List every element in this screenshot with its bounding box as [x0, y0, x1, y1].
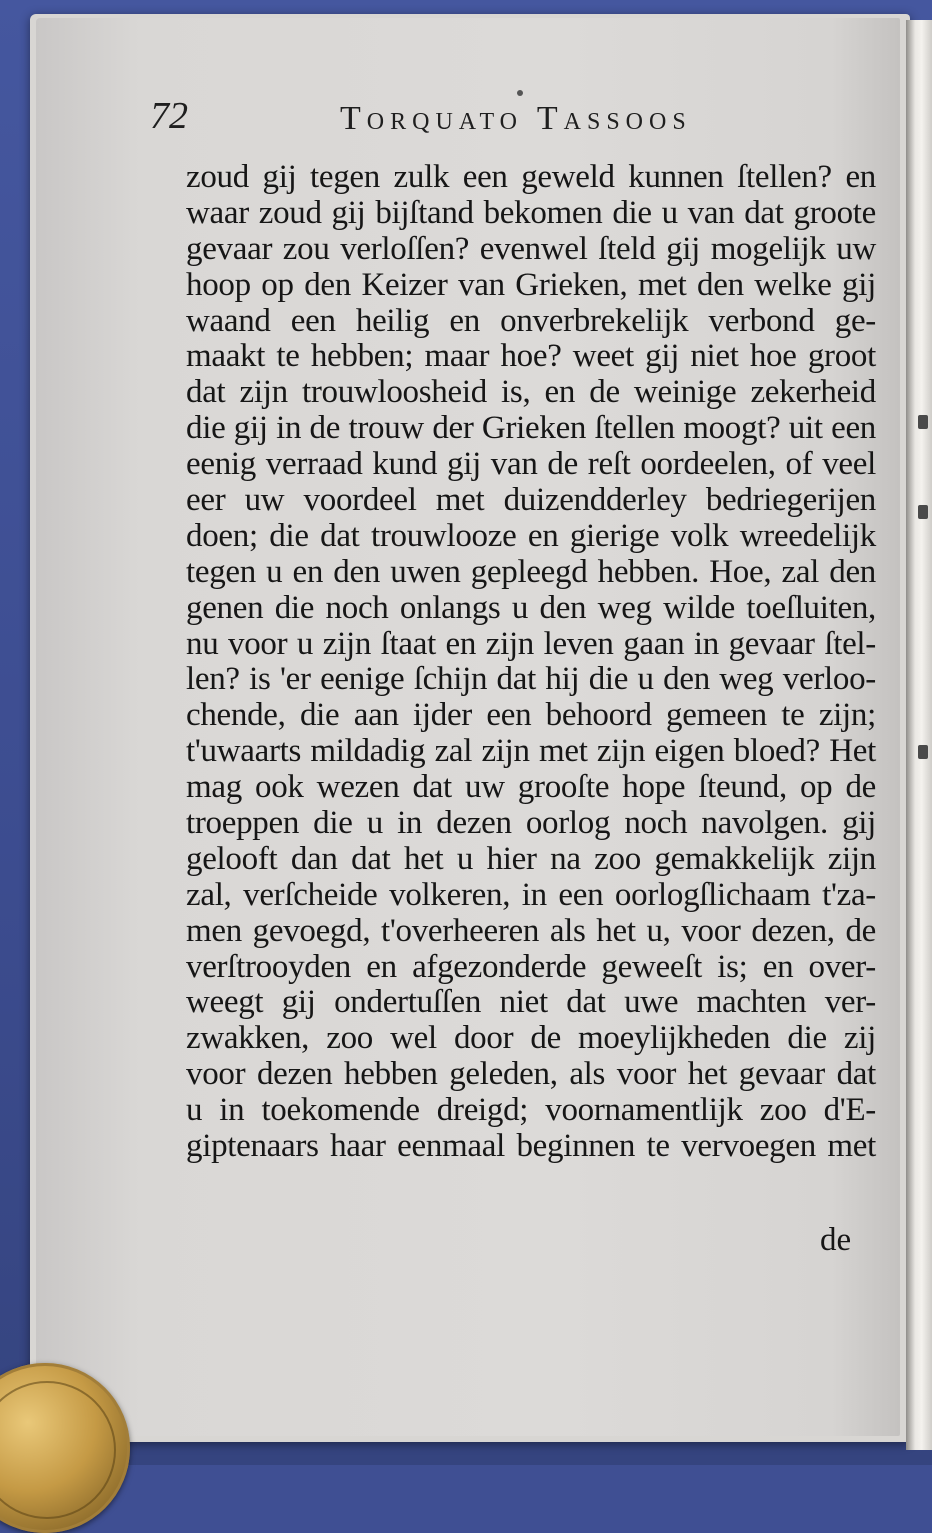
text-line: hoop op den Keizer van Grieken, met den welke gij — [186, 266, 876, 303]
text-line: gevaar zou verloſſen? evenwel ſteld gij mogelijk uw — [186, 230, 876, 267]
text-line: u in toekomende dreigd; voornamentlijk zoo d'E- — [186, 1092, 876, 1129]
text-line: waand een heilig en onverbrekelijk verbond ge- — [186, 302, 876, 339]
page-number: 72 — [150, 95, 188, 137]
text-line: doen; die dat trouwlooze en gierige volk wreedelijk — [186, 517, 876, 554]
running-title: Torquato Tassoos — [340, 100, 692, 137]
text-line: weegt gij ondertuſſen niet dat uwe machten ver- — [186, 984, 876, 1021]
text-line: troeppen die u in dezen oorlog noch navolgen. gij — [186, 805, 876, 842]
text-line: t'uwaarts mildadig zal zijn met zijn eigen bloed? Het — [186, 733, 876, 770]
text-line: voor dezen hebben geleden, als voor het gevaar dat — [186, 1056, 876, 1093]
facing-page-edge — [906, 20, 932, 1450]
body-text — [186, 160, 876, 1165]
text-line: dat zijn trouwloosheid is, en de weinige zekerheid — [186, 374, 876, 411]
text-line: giptenaars haar eenmaal beginnen te vervoegen met — [186, 1128, 876, 1165]
text-line: len? is 'er eenige ſchijn dat hij die u den weg verloo- — [186, 661, 876, 698]
facing-page-mark — [918, 505, 928, 519]
text-line: zwakken, zoo wel door de moeylijkheden die zij — [186, 1020, 876, 1057]
text-line: chende, die aan ijder een behoord gemeen te zijn; — [186, 697, 876, 734]
catchword: de — [820, 1222, 852, 1258]
facing-page-mark — [918, 415, 928, 429]
text-line: waar zoud gij bijſtand bekomen die u van dat groote — [186, 194, 876, 231]
text-line: zoud gij tegen zulk een geweld kunnen ſtellen? en — [186, 159, 876, 195]
text-line: genen die noch onlangs u den weg wilde toeſluiten, — [186, 589, 876, 626]
text-line: eer uw voordeel met duizendderley bedriegerijen — [186, 482, 876, 519]
text-line: die gij in de trouw der Grieken ſtellen moogt? uit een — [186, 410, 876, 447]
text-line: tegen u en den uwen gepleegd hebben. Hoe, zal den — [186, 553, 876, 590]
text-line: zal, verſcheide volkeren, in een oorlogſlichaam t'za- — [186, 876, 876, 913]
text-line: men gevoegd, t'overheeren als het u, voor dezen, de — [186, 912, 876, 949]
text-line: mag ook wezen dat uw grooſte hope ſteund, op de — [186, 769, 876, 806]
facing-page-mark — [918, 745, 928, 759]
text-line: nu voor u zijn ſtaat en zijn leven gaan in gevaar ſtel- — [186, 625, 876, 662]
text-line: eenig verraad kund gij van de reſt oordeelen, of veel — [186, 446, 876, 483]
text-line: maakt te hebben; maar hoe? weet gij niet hoe groot — [186, 338, 876, 375]
coin-rim — [0, 1381, 116, 1519]
text-line: gelooft dan dat het u hier na zoo gemakkelijk zijn — [186, 840, 876, 877]
running-head — [150, 92, 810, 152]
text-line: verſtrooyden en afgezonderde geweeſt is; en over- — [186, 948, 876, 985]
